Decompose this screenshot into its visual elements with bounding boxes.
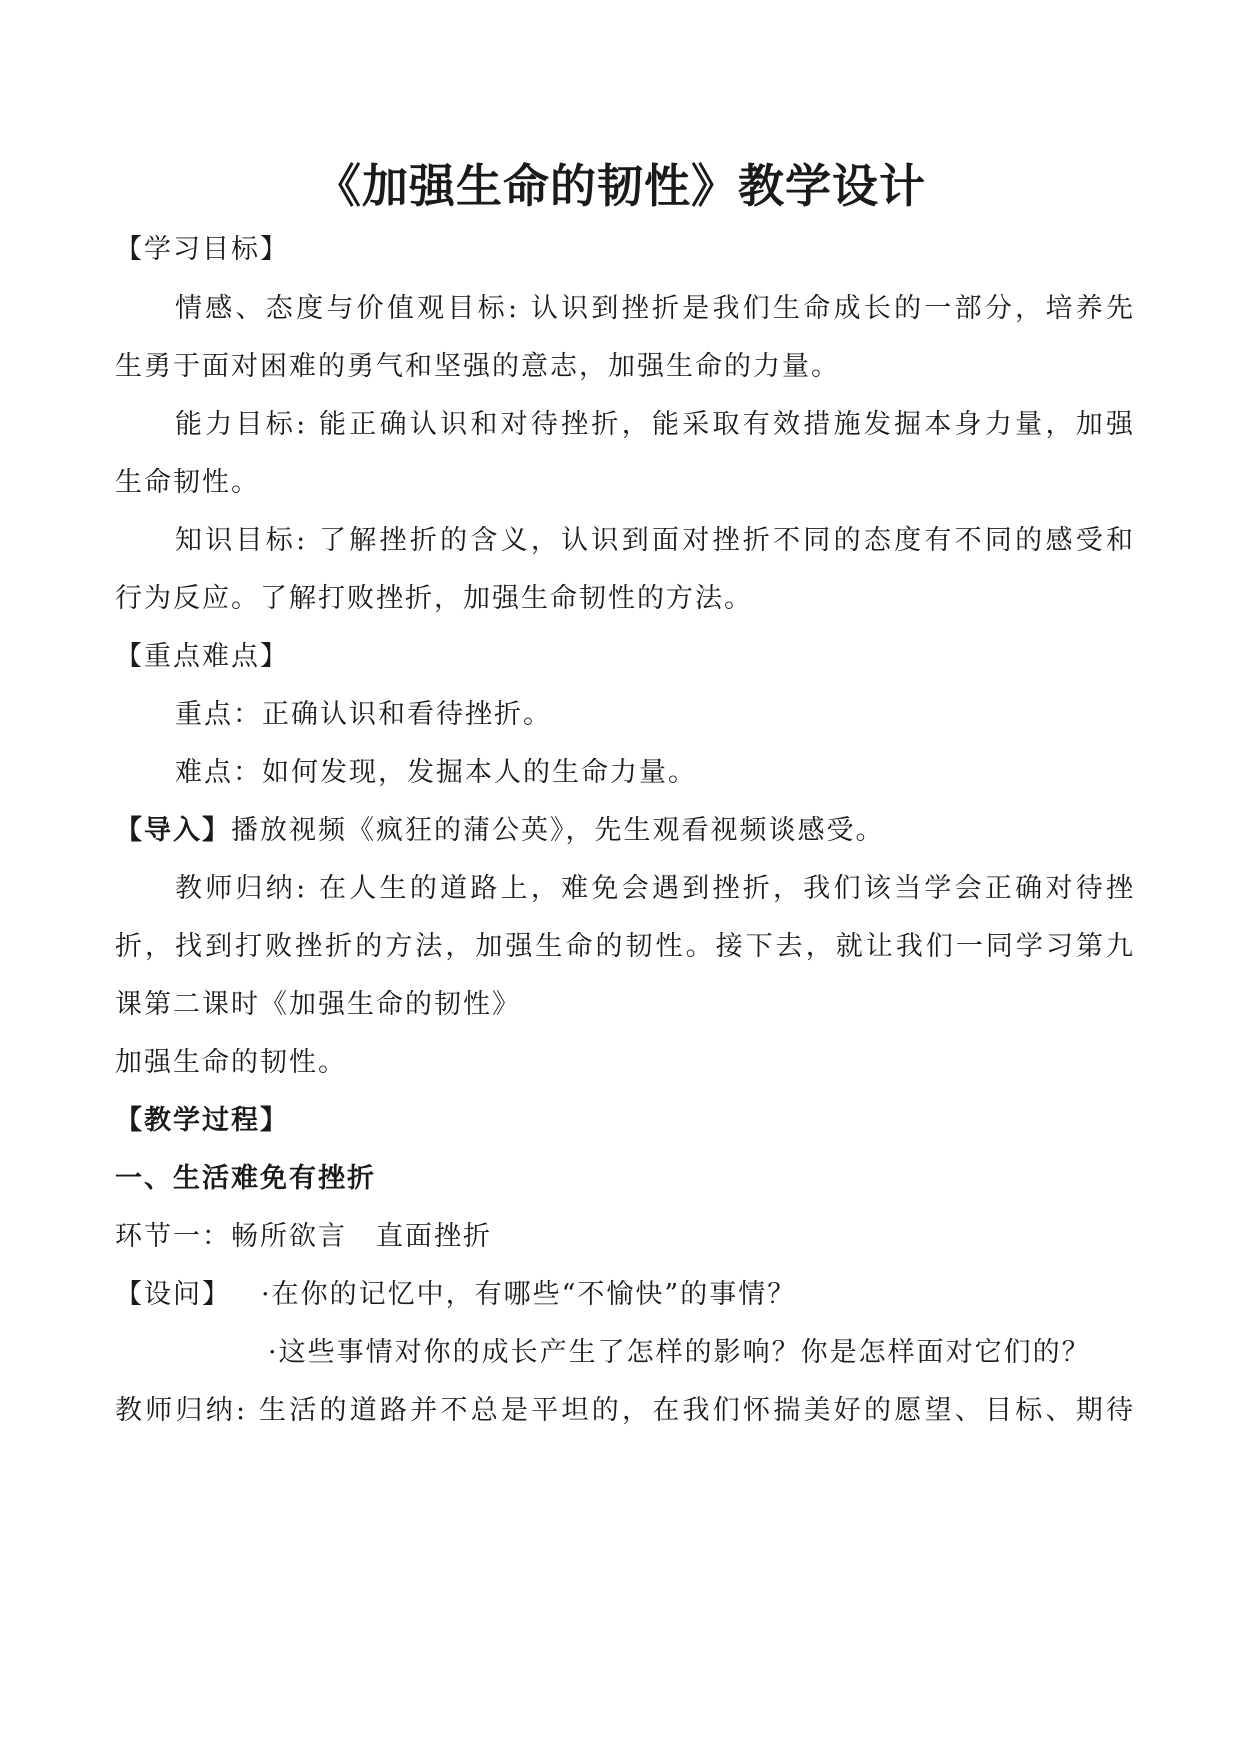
document-title: 《加强生命的韧性》教学设计 (315, 159, 926, 213)
teacher-summary-2: 教师归纳: 生活的道路并不总是平坦的，在我们怀揣美好的愿望、目标、期待 (115, 1395, 1135, 1426)
key-point: 重点：正确认识和看待挫折。 (175, 699, 552, 730)
step-1-heading: 环节一：畅所欲言 直面挫折 (115, 1221, 492, 1252)
heading-learning-goals: 【学习目标】 (115, 234, 289, 265)
heading-key-points: 【重点难点】 (115, 641, 289, 672)
difficult-point: 难点：如何发现，发掘本人的生命力量。 (175, 757, 697, 788)
question-label: 【设问】 (115, 1279, 231, 1310)
teacher-summary-line2: 折，找到打败挫折的方法，加强生命的韧性。接下去，就让我们一同学习第九 (115, 931, 1135, 962)
heading-teaching-process: 【教学过程】 (115, 1105, 289, 1136)
teacher-summary-line3: 课第二课时《加强生命的韧性》 (115, 989, 521, 1020)
question-row-1 (115, 1278, 1135, 1312)
goal-emotion-line2: 生勇于面对困难的勇气和坚强的意志，加强生命的力量。 (115, 351, 840, 382)
goal-ability-line2: 生命韧性。 (115, 467, 260, 498)
teacher-summary-line1: 教师归纳: 在人生的道路上，难免会遇到挫折，我们该当学会正确对待挫 (175, 873, 1135, 904)
goal-knowledge-line2: 行为反应。了解打败挫折，加强生命韧性的方法。 (115, 583, 753, 614)
question-1: ·在你的记忆中，有哪些“不愉快”的事情？ (261, 1279, 797, 1310)
goal-ability-line1: 能力目标: 能正确认识和对待挫折，能采取有效措施发掘本身力量，加强 (175, 409, 1135, 440)
goal-emotion-line1: 情感、态度与价值观目标: 认识到挫折是我们生命成长的一部分，培养先 (175, 293, 1135, 324)
teacher-summary-line4: 加强生命的韧性。 (115, 1047, 347, 1078)
intro-label: 【导入】 (115, 815, 231, 846)
intro-paragraph (115, 814, 1135, 848)
goal-knowledge-line1: 知识目标: 了解挫折的含义，认识到面对挫折不同的态度有不同的感受和 (175, 525, 1135, 556)
intro-text: 播放视频《疯狂的蒲公英》，先生观看视频谈感受。 (231, 815, 885, 846)
section-heading-1: 一、生活难免有挫折 (115, 1163, 376, 1194)
question-2: ·这些事情对你的成长产生了怎样的影响？你是怎样面对它们的？ (268, 1337, 1091, 1368)
